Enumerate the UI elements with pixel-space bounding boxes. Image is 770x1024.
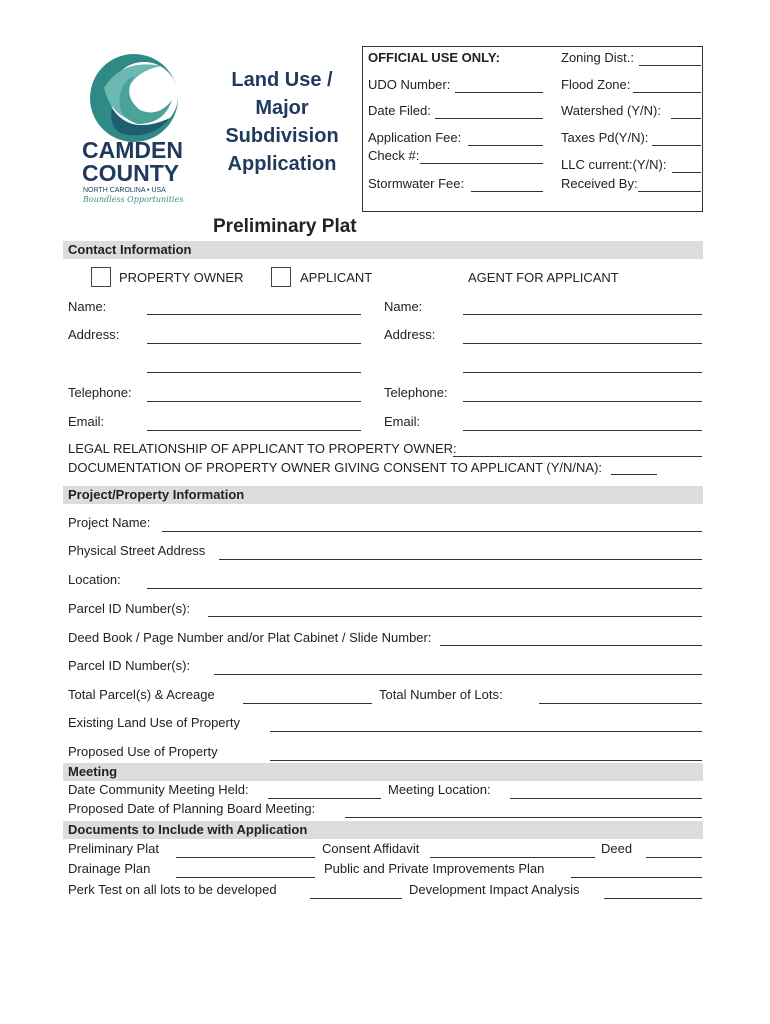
drainage-plan-label: Drainage Plan [68,861,151,876]
impact-analysis-field[interactable] [604,898,702,899]
street-address-label: Physical Street Address [68,543,206,558]
llc-field[interactable] [672,172,701,173]
fee-label: Application Fee: [368,130,462,145]
email-label-left: Email: [68,414,105,429]
telephone-label-right: Telephone: [384,385,448,400]
title-line-2: Major [255,97,309,119]
logo-camden: CAMDEN [82,137,183,163]
name-field-right[interactable] [463,314,702,315]
perk-test-label: Perk Test on all lots to be developed [68,882,277,897]
total-lots-field[interactable] [539,703,702,704]
parcel-id-label-1: Parcel ID Number(s): [68,601,191,616]
project-header-text: Project/Property Information [68,487,245,502]
county-seal-icon [82,48,192,148]
consent-affidavit-label: Consent Affidavit [322,841,420,856]
email-label-right: Email: [384,414,421,429]
telephone-field-left[interactable] [147,401,361,402]
community-meeting-field[interactable] [268,798,381,799]
location-field[interactable] [147,588,702,589]
documentation-label: DOCUMENTATION OF PROPERTY OWNER GIVING CONSENT TO APPLICANT (Y/N/NA): [68,460,603,475]
legal-relationship-field[interactable] [453,456,702,457]
udo-field[interactable] [455,92,543,93]
applicant-label: APPLICANT [300,270,373,285]
documentation-field[interactable] [611,474,657,475]
parcel-id-label-2: Parcel ID Number(s): [68,658,191,673]
address-label-left: Address: [68,327,120,342]
agent-label: AGENT FOR APPLICANT [468,270,619,285]
prelim-plat-field[interactable] [176,857,315,858]
check-field[interactable] [420,163,543,164]
name-field-left[interactable] [147,314,361,315]
deed-field[interactable] [646,857,702,858]
stormwater-label: Stormwater Fee: [368,176,465,191]
deed-book-field[interactable] [440,645,702,646]
address-field-left-1[interactable] [147,343,361,344]
property-owner-label: PROPERTY OWNER [119,270,244,285]
flood-field[interactable] [633,92,701,93]
street-address-field[interactable] [219,559,702,560]
received-field[interactable] [638,191,701,192]
zoning-label: Zoning Dist.: [561,50,634,65]
perk-test-field[interactable] [310,898,402,899]
date-filed-label: Date Filed: [368,103,431,118]
property-owner-checkbox[interactable] [91,267,111,287]
existing-use-field[interactable] [270,731,702,732]
flood-label: Flood Zone: [561,77,631,92]
address-field-right-1[interactable] [463,343,702,344]
name-label-right: Name: [384,299,423,314]
meeting-location-field[interactable] [510,798,702,799]
taxes-label: Taxes Pd(Y/N): [561,130,649,145]
meeting-location-label: Meeting Location: [388,782,491,797]
title-line-4: Application [227,153,337,175]
deed-label: Deed [601,841,633,856]
watershed-label: Watershed (Y/N): [561,103,661,118]
planning-board-field[interactable] [345,817,702,818]
official-header: OFFICIAL USE ONLY: [368,50,500,65]
logo-tagline: Boundless Opportunities [83,195,184,204]
address-label-right: Address: [384,327,436,342]
location-label: Location: [68,572,121,587]
llc-label: LLC current:(Y/N): [561,157,667,172]
improvements-plan-label: Public and Private Improvements Plan [324,861,545,876]
telephone-field-right[interactable] [463,401,702,402]
address-field-left-2[interactable] [147,372,361,373]
stormwater-field[interactable] [471,191,543,192]
zoning-field[interactable] [639,65,701,66]
prelim-plat-label: Preliminary Plat [68,841,160,856]
applicant-checkbox[interactable] [271,267,291,287]
telephone-label-left: Telephone: [68,385,132,400]
date-filed-field[interactable] [435,118,543,119]
udo-label: UDO Number: [368,77,451,92]
contact-header-text: Contact Information [68,242,192,257]
drainage-plan-field[interactable] [176,877,315,878]
check-label: Check #: [368,148,420,163]
proposed-use-field[interactable] [270,760,702,761]
acreage-label: Total Parcel(s) & Acreage [68,687,215,702]
name-label-left: Name: [68,299,107,314]
title-line-1: Land Use / [231,69,333,91]
taxes-field[interactable] [652,145,701,146]
watershed-field[interactable] [671,118,701,119]
community-meeting-label: Date Community Meeting Held: [68,782,249,797]
documents-section-header [63,821,703,839]
improvements-plan-field[interactable] [571,877,702,878]
acreage-field[interactable] [243,703,372,704]
documents-header-text: Documents to Include with Application [68,822,308,837]
county-logo [82,48,192,203]
project-name-label: Project Name: [68,515,151,530]
logo-county: COUNTY [82,160,180,186]
proposed-use-label: Proposed Use of Property [68,744,218,759]
parcel-id-field-1[interactable] [208,616,702,617]
fee-field[interactable] [468,145,543,146]
address-field-right-2[interactable] [463,372,702,373]
project-section-header [63,486,703,504]
parcel-id-field-2[interactable] [214,674,702,675]
deed-book-label: Deed Book / Page Number and/or Plat Cabinet / Slide Number: [68,630,432,645]
form-title [222,66,342,178]
email-field-right[interactable] [463,430,702,431]
meeting-section-header [63,763,703,781]
legal-relationship-label: LEGAL RELATIONSHIP OF APPLICANT TO PROPERTY OWNER: [68,441,457,456]
received-label: Received By: [561,176,638,191]
email-field-left[interactable] [147,430,361,431]
existing-use-label: Existing Land Use of Property [68,715,240,730]
page-subtitle: Preliminary Plat [213,216,357,237]
project-name-field[interactable] [162,531,702,532]
impact-analysis-label: Development Impact Analysis [409,882,580,897]
contact-section-header [63,241,703,259]
total-lots-label: Total Number of Lots: [379,687,503,702]
title-line-3: Subdivision [225,125,339,147]
logo-region: NORTH CAROLINA • USA [83,187,166,194]
planning-board-label: Proposed Date of Planning Board Meeting: [68,801,316,816]
consent-affidavit-field[interactable] [430,857,595,858]
meeting-header-text: Meeting [68,764,118,779]
